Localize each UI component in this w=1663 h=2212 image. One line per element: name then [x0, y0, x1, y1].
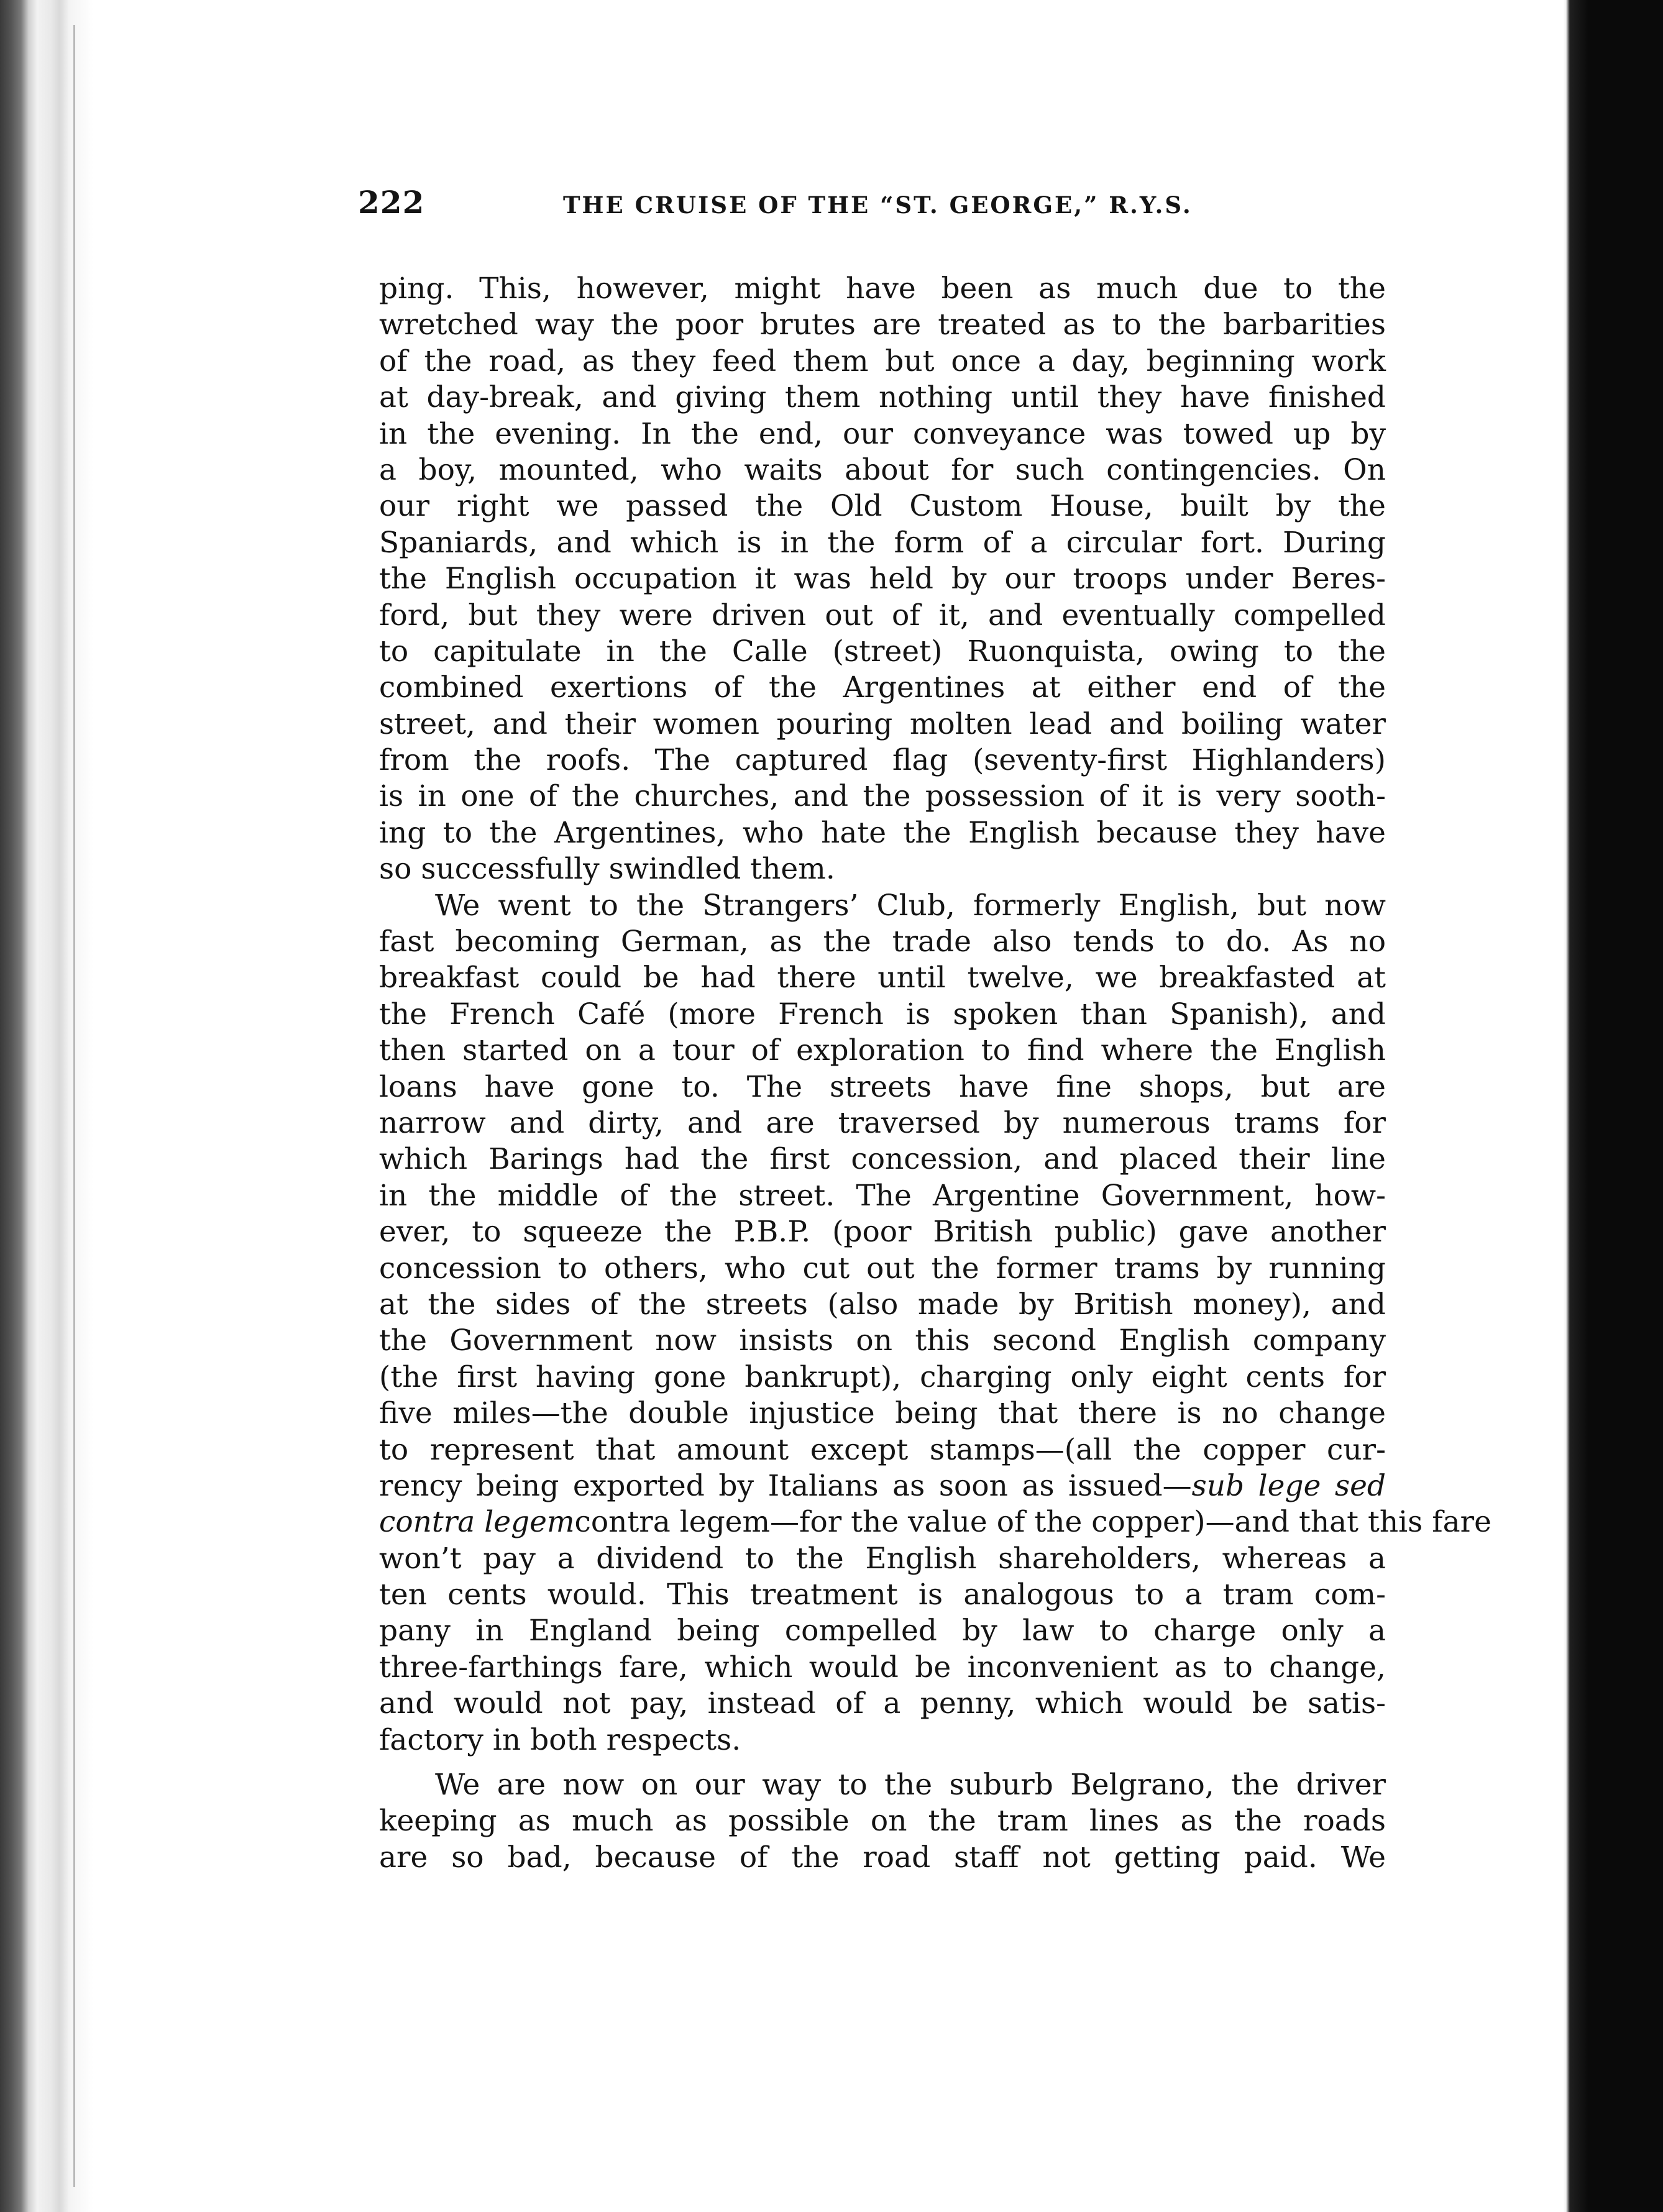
- text-line: five miles—the double injustice being that there is no change: [379, 1396, 1386, 1431]
- body-text: [379, 271, 1491, 1876]
- text-line: ford, but they were driven out of it, and eventually compelled: [379, 598, 1386, 633]
- text-line: so successfully swindled them.: [379, 852, 835, 887]
- text-line: fast becoming German, as the trade also tends to do. As no: [379, 925, 1386, 959]
- text-line: three-farthings fare, which would be inconvenient as to change,: [379, 1650, 1386, 1684]
- text-line: won’t pay a dividend to the English shareholders, whereas a: [379, 1541, 1386, 1576]
- italic-phrase: contra legem: [379, 1505, 575, 1540]
- text-line-with-italic: [379, 1504, 1491, 1540]
- text-line: are so bad, because of the road staff not getting paid. We: [379, 1840, 1386, 1875]
- text-line: then started on a tour of exploration to find where the English: [379, 1033, 1386, 1068]
- scan-right-edge: [1564, 0, 1663, 2212]
- text-line: We went to the Strangers’ Club, formerly English, but now: [435, 888, 1386, 923]
- page-number: 222: [358, 184, 425, 221]
- text-line: from the roofs. The captured flag (seventy-first Highlanders): [379, 743, 1386, 778]
- text-line: street, and their women pouring molten lead and boiling water: [379, 706, 1386, 741]
- text-line: of the road, as they feed them but once a day, beginning work: [379, 344, 1386, 378]
- text-line: loans have gone to. The streets have fine shops, but are: [379, 1069, 1386, 1104]
- italic-phrase: sub lege sed: [1191, 1468, 1386, 1503]
- text-line: combined exertions of the Argentines at either end of the: [379, 670, 1386, 705]
- running-head: [358, 174, 1265, 230]
- text-line-with-italic: [379, 1468, 1386, 1504]
- text-line: factory in both respects.: [379, 1722, 741, 1757]
- text-line: which Barings had the first concession, and placed their line: [379, 1142, 1386, 1177]
- text-line: to represent that amount except stamps—(all the copper cur-: [379, 1432, 1386, 1467]
- text-line: (the first having gone bankrupt), charging only eight cents for: [379, 1360, 1386, 1394]
- text-segment: contra legem—for the value of the copper)—and that this fare: [574, 1505, 1491, 1540]
- text-line: We are now on our way to the suburb Belgrano, the driver: [435, 1768, 1386, 1803]
- text-line: the Government now insists on this second English company: [379, 1323, 1386, 1358]
- text-line: in the middle of the street. The Argentine Government, how-: [379, 1178, 1386, 1213]
- text-line: ping. This, however, might have been as much due to the: [379, 272, 1386, 306]
- text-line: our right we passed the Old Custom House, built by the: [379, 489, 1386, 524]
- text-line: at day-break, and giving them nothing until they have finished: [379, 380, 1386, 415]
- page-binding-shadow: [0, 0, 93, 2212]
- text-line: and would not pay, instead of a penny, which would be satis-: [379, 1686, 1386, 1721]
- binding-crease: [73, 25, 75, 2187]
- text-line: ten cents would. This treatment is analogous to a tram com-: [379, 1578, 1386, 1612]
- text-line: ever, to squeeze the P.B.P. (poor British public) gave another: [379, 1215, 1386, 1250]
- text-line: in the evening. In the end, our conveyance was towed up by: [379, 416, 1386, 451]
- text-segment: rency being exported by Italians as soon as issued—: [379, 1468, 1192, 1503]
- running-head-title: THE CRUISE OF THE “ST. GEORGE,” R.Y.S.: [563, 191, 1193, 219]
- text-line: narrow and dirty, and are traversed by numerous trams for: [379, 1105, 1386, 1140]
- text-line: the English occupation it was held by our troops under Beres-: [379, 562, 1386, 596]
- text-line: wretched way the poor brutes are treated as to the barbarities: [379, 308, 1386, 342]
- text-line: at the sides of the streets (also made by British money), and: [379, 1287, 1386, 1322]
- text-line: concession to others, who cut out the former trams by running: [379, 1251, 1386, 1286]
- text-line: the French Café (more French is spoken than Spanish), and: [379, 997, 1386, 1031]
- text-line: a boy, mounted, who waits about for such contingencies. On: [379, 452, 1386, 487]
- text-line: to capitulate in the Calle (street) Ruonquista, owing to the: [379, 634, 1386, 669]
- text-line: breakfast could be had there until twelve, we breakfasted at: [379, 961, 1386, 995]
- text-line: ing to the Argentines, who hate the English because they have: [379, 815, 1386, 850]
- text-line: Spaniards, and which is in the form of a circular fort. During: [379, 525, 1386, 560]
- text-line: pany in England being compelled by law to charge only a: [379, 1614, 1386, 1648]
- text-line: keeping as much as possible on the tram lines as the roads: [379, 1804, 1386, 1839]
- text-line: is in one of the churches, and the possession of it is very sooth-: [379, 779, 1386, 814]
